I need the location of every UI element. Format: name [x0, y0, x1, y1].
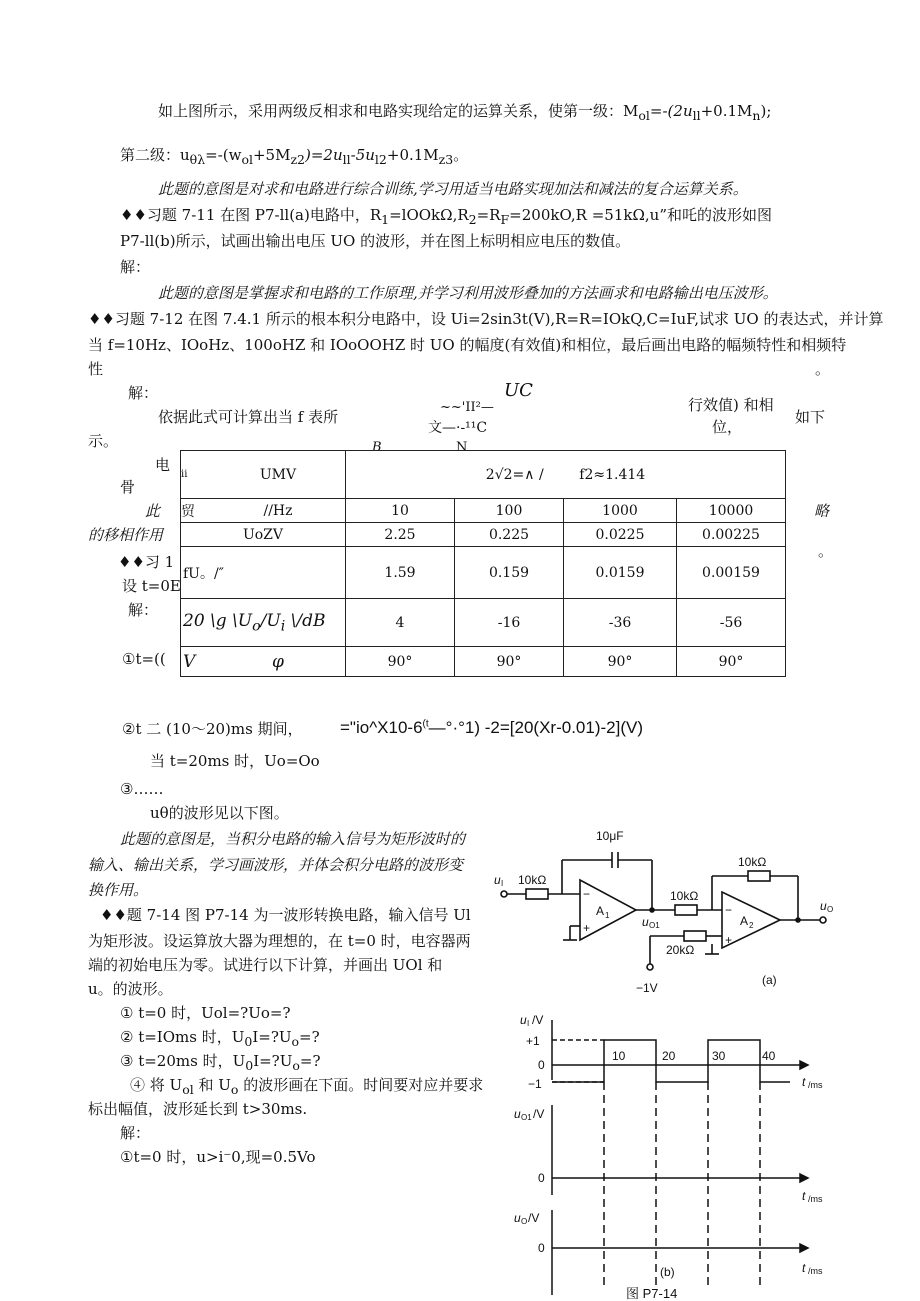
t40-label: 40 [762, 1049, 776, 1063]
paragraph-6: 解： [120, 258, 151, 276]
waveform-diagram [500, 1010, 840, 1300]
text: 20 \g \U [183, 610, 253, 631]
zero-label-3: 0 [538, 1241, 545, 1255]
right-fragment-2: 。 [818, 542, 834, 560]
left-fragment-8: ①t=(( [122, 650, 166, 668]
subscript: o [292, 1058, 300, 1073]
paragraph-31: ①t=0 时，u>i⁻0,现=0.5Vo [120, 1148, 316, 1166]
table-cell: V [181, 647, 212, 677]
table-cell: UMV [211, 451, 346, 499]
paragraph-12-right2: 位， [712, 418, 743, 436]
subscript: i [280, 618, 286, 635]
text: =? [299, 1028, 320, 1046]
table-cell: ii [181, 451, 212, 499]
uo-axis-sub: O [521, 1217, 528, 1226]
table-cell: fU。/″ [181, 547, 346, 599]
subscript: 0 [244, 1034, 253, 1049]
resistor-r1 [526, 889, 548, 899]
text: =200kO,R =51kΩ,u”和吒的波形如图 [509, 206, 772, 224]
node [796, 918, 800, 922]
paragraph-7: 此题的意图是掌握求和电路的工作原理,并学习利用波形叠加的方法画求和电路输出电压波形。 [158, 284, 778, 302]
text: ② t=IOms 时，U [120, 1028, 245, 1046]
formula-b: B [372, 440, 382, 455]
paragraph-9: 当 f=10Hz、IOoHz、100oHZ 和 IOoOOHZ 时 UO 的幅度(有效值)和相位，最后画出电路的幅频特性和相频特 [88, 336, 847, 354]
paragraph-10: 性 [88, 360, 104, 378]
output-label: u [820, 899, 827, 913]
uo1-label: u [642, 915, 649, 929]
text: \/dB [285, 610, 326, 631]
table-cell: -36 [564, 599, 677, 647]
table-row [181, 599, 786, 647]
paragraph-27 [120, 1052, 321, 1073]
paragraph-1 [158, 102, 771, 123]
table-cell: //Hz [211, 499, 346, 523]
paragraph-8: ♦♦习题 7-12 在图 7.4.1 所示的根本积分电路中，设 Ui=2sin3t(V),R=R=IOkQ,C=IuF,试求 UO 的表达式，并计算 [88, 310, 884, 328]
paragraph-5: P7-ll(b)所示，试画出输出电压 UO 的波形，并在图上标明相应电压的数值。 [120, 232, 631, 250]
paragraph-20: 换作用。 [88, 881, 149, 899]
a1-sub: 1 [605, 911, 610, 920]
paragraph-12-far: 如下 [795, 408, 826, 426]
subscript: 0 [245, 1058, 254, 1073]
paragraph-4 [120, 206, 772, 227]
paragraph-14a: ②t 二 (10〜20)ms 期间， [122, 720, 303, 738]
zero-label-2: 0 [538, 1171, 545, 1185]
left-fragment-7: 解： [128, 601, 159, 619]
output-terminal [820, 917, 826, 923]
table-cell: 90° [677, 647, 786, 677]
ui-axis-label: u [520, 1013, 527, 1027]
text: ④ 将 U [130, 1076, 183, 1094]
table-cell: 0.159 [455, 547, 564, 599]
table-cell: 0.0159 [564, 547, 677, 599]
vref-label: −1V [636, 981, 658, 995]
right-fragment-1: 略 [814, 502, 830, 520]
figure-caption: 图 P7-14 [626, 1286, 678, 1300]
table-row [181, 647, 786, 677]
text: ); [760, 102, 772, 120]
a2-plus: + [725, 933, 733, 947]
table-cell: 0.00159 [677, 547, 786, 599]
text: I=?U [253, 1052, 293, 1070]
minus1-label: −1 [528, 1077, 542, 1091]
text: ♦♦习题 7-11 在图 P7-ll(a)电路中，R [120, 206, 382, 224]
a1-label: A [596, 904, 605, 918]
resistor-rf [748, 871, 770, 881]
table-row [181, 523, 786, 547]
subscript: o [252, 618, 261, 635]
table-row [181, 499, 786, 523]
table-cell: φ [211, 647, 346, 677]
a2-label: A [740, 914, 749, 928]
paragraph-3: 此题的意图是对求和电路进行综合训练,学习用适当电路实现加法和减法的复合运算关系。 [158, 180, 748, 198]
table-cell: 2.25 [346, 523, 455, 547]
text: )=2u [305, 146, 343, 164]
ui-axis-sub: I [527, 1019, 530, 1028]
text: +0.1M [700, 102, 753, 120]
text: 如上图所示，采用两级反相求和电路实现给定的运算关系，使第一级：M [158, 102, 639, 120]
formula-low: 文—·-¹¹C [428, 420, 488, 436]
t-axis-unit-2: /ms [808, 1194, 823, 1204]
table-cell: 贸 [181, 499, 212, 523]
subscript: θλ [189, 152, 206, 167]
subscript: ll [692, 108, 701, 123]
table-cell: -56 [677, 599, 786, 647]
uo-axis-label: u [514, 1211, 521, 1225]
paragraph-24: u。的波形。 [88, 980, 173, 998]
paragraph-10-end: 。 [815, 360, 831, 378]
text: 和 U [193, 1076, 231, 1094]
table-cell: 10000 [677, 499, 786, 523]
uo-axis-unit: /V [528, 1211, 540, 1225]
uo1-sub: O1 [649, 921, 660, 930]
r3-label: 20kΩ [666, 943, 695, 957]
amplitude-phase-table [180, 450, 786, 677]
uo1-axis-label: u [514, 1107, 521, 1121]
text: +0.1M [386, 146, 439, 164]
paragraph-23: 端的初始电压为零。试进行以下计算，并画出 UOl 和 [88, 956, 443, 974]
table-cell: 90° [455, 647, 564, 677]
paragraph-30: 解： [120, 1124, 151, 1142]
rf-label: 10kΩ [738, 855, 767, 869]
table-cell: UoZV [181, 523, 346, 547]
paragraph-13: 示。 [88, 432, 119, 450]
t-axis-label-2: t [802, 1189, 806, 1203]
resistor-r2 [675, 905, 697, 915]
t30-label: 30 [712, 1049, 726, 1063]
a1-minus: − [583, 887, 591, 901]
t10-label: 10 [612, 1049, 626, 1063]
table-cell [346, 451, 786, 499]
subscript: ol [182, 1082, 194, 1097]
paragraph-22: 为矩形波。设运算放大器为理想的，在 t=0 时，电容器两 [88, 932, 471, 950]
table-cell: 90° [564, 647, 677, 677]
subscript: ol [241, 152, 253, 167]
paragraph-28 [130, 1076, 483, 1097]
subscript: l2 [374, 152, 387, 167]
arrow-icon [800, 1061, 808, 1069]
subscript: 1 [381, 212, 390, 227]
a2-minus: − [725, 903, 733, 917]
input-terminal [501, 891, 507, 897]
arrow-icon [800, 1244, 808, 1252]
paragraph-11: 解： [128, 384, 159, 402]
text: ="io^X10-6 [340, 718, 423, 737]
text: I=?U [252, 1028, 292, 1046]
text: ③ t=20ms 时，U [120, 1052, 246, 1070]
table-cell: 0.225 [455, 523, 564, 547]
uo1-axis-unit: /V [533, 1107, 545, 1121]
plus1-label: +1 [526, 1034, 540, 1048]
subscript: o [230, 1082, 239, 1097]
paragraph-18: 此题的意图是，当积分电路的输入信号为矩形波时的 [120, 830, 466, 848]
table-cell [181, 599, 346, 647]
table-cell: 0.0225 [564, 523, 677, 547]
text: =-(2u [649, 102, 693, 120]
text: 2√2=∧ / [485, 466, 544, 483]
a2-sub: 2 [749, 921, 754, 930]
resistor-r3 [684, 931, 706, 941]
vref-terminal [647, 964, 653, 970]
table-row [181, 451, 786, 499]
paragraph-16: ③…… [120, 780, 164, 798]
table-cell: 90° [346, 647, 455, 677]
text: 的波形画在下面。时间要对应并要求 [238, 1076, 484, 1094]
paragraph-21: ♦♦题 7-14 图 P7-14 为一波形转换电路，输入信号 Ul [100, 906, 471, 924]
paragraph-17: uθ的波形见以下图。 [150, 804, 289, 822]
left-fragment-2: 骨 [120, 478, 136, 496]
ui-axis-unit: /V [532, 1013, 544, 1027]
t20-label: 20 [662, 1049, 676, 1063]
left-fragment-3: 此 [145, 502, 161, 520]
left-fragment-1: 电 [155, 456, 171, 474]
paragraph-19: 输入、输出关系，学习画波形，并体会积分电路的波形变 [88, 856, 464, 874]
a1-plus: + [583, 921, 591, 935]
subscript: ol [638, 108, 650, 123]
table-cell: 1000 [564, 499, 677, 523]
text: =lOOkΩ,R [389, 206, 469, 224]
text: +5M [252, 146, 291, 164]
caption-a: (a) [762, 973, 777, 987]
left-fragment-5: ♦♦习 1 [118, 553, 175, 571]
text: 第二级：u [120, 146, 190, 164]
text: /U [260, 610, 281, 631]
table-cell: -16 [455, 599, 564, 647]
subscript: 2 [468, 212, 477, 227]
text: —°·°1) -2=[20(Xr-0.01)-2](V) [428, 718, 643, 737]
table-cell: 1.59 [346, 547, 455, 599]
subscript: o [291, 1034, 300, 1049]
r1-label: 10kΩ [518, 873, 547, 887]
caption-b: (b) [660, 1265, 675, 1279]
t-axis-unit: /ms [808, 1080, 823, 1090]
superscript: (t [422, 718, 429, 730]
formula-n: N [456, 440, 468, 455]
input-sub: I [501, 879, 504, 888]
output-sub: O [827, 905, 834, 914]
arrow-icon [800, 1174, 808, 1182]
text: -5u [350, 146, 375, 164]
text: =R [476, 206, 501, 224]
paragraph-14b [340, 718, 643, 738]
paragraph-29: 标出幅值，波形延长到 t>30ms. [88, 1100, 308, 1118]
r2-label: 10kΩ [670, 889, 699, 903]
t-axis-unit-3: /ms [808, 1266, 823, 1276]
table-cell: 100 [455, 499, 564, 523]
text: =? [299, 1052, 321, 1070]
subscript: n [752, 108, 761, 123]
left-fragment-6: 设 t=0E [122, 577, 181, 595]
input-label: u [494, 873, 501, 887]
text: f2≈1.414 [579, 466, 646, 483]
t-axis-label: t [802, 1075, 806, 1089]
paragraph-15: 当 t=20ms 时，Uo=Oo [150, 752, 320, 770]
table-row [181, 547, 786, 599]
table-cell: 4 [346, 599, 455, 647]
subscript: z3 [438, 152, 454, 167]
left-fragment-4: 的移相作用 [88, 526, 164, 544]
paragraph-26 [120, 1028, 320, 1049]
paragraph-25: ① t=0 时，Uol=?Uo=? [120, 1004, 291, 1022]
paragraph-12: 依据此式可计算出当 f 表所 [158, 408, 339, 426]
paragraph-2 [120, 146, 468, 167]
cap-label: 10μF [596, 829, 624, 843]
paragraph-12-right: 行效值) 和相 [688, 396, 774, 414]
text: 。 [453, 146, 469, 164]
circuit-diagram [490, 822, 840, 1002]
formula-mid: ~~'II²— [440, 400, 494, 415]
zero-label: 0 [538, 1058, 545, 1072]
subscript: F [500, 212, 510, 227]
subscript: z2 [290, 152, 306, 167]
t-axis-label-3: t [802, 1261, 806, 1275]
node [650, 908, 654, 912]
formula-top: UC [504, 380, 533, 401]
table-cell: 10 [346, 499, 455, 523]
table-cell: 0.00225 [677, 523, 786, 547]
uo1-axis-sub: O1 [521, 1113, 532, 1122]
text: =-(w [205, 146, 242, 164]
subscript: ll [342, 152, 351, 167]
